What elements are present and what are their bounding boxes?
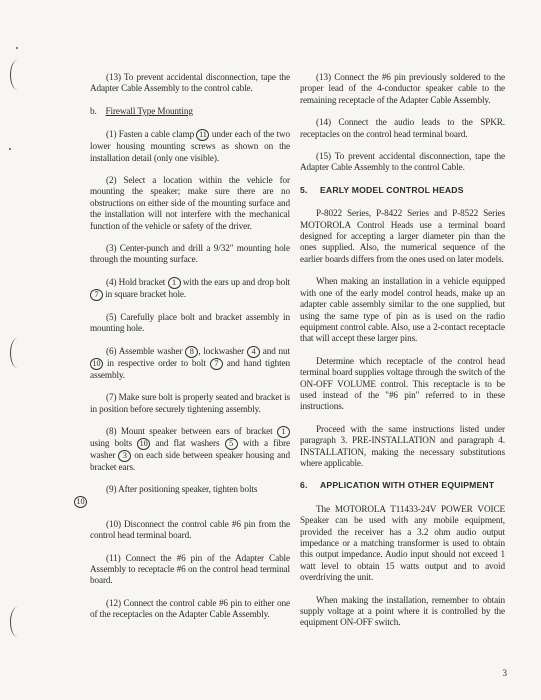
step-4: [90, 277, 290, 301]
section-5-heading: [300, 185, 505, 196]
page-number: 3: [502, 668, 507, 678]
step-5: (5) Carefully place bolt and bracket assembly in mounting hole.: [90, 311, 290, 334]
step-15: (15) To prevent accidental disconnection, tape the Adapter Cable Assembly to the control Cable.: [300, 151, 505, 173]
section-5-para-3: Determine which receptacle of the control head terminal board supplies voltage through the switch of the ON-OFF VOLUME control. This receptacle is to be used instead of the "#6 pin" referred to in these instructions.: [300, 355, 505, 412]
section-title: EARLY MODEL CONTROL HEADS: [320, 184, 464, 195]
callout-number: 3: [118, 450, 131, 462]
step-12: (12) Connect the control cable #6 pin to either one of the receptacles on the Adapter Cable Assembly.: [90, 597, 290, 620]
section-number: 6.: [300, 480, 308, 491]
subsection-b-heading: [90, 106, 290, 117]
text-run: (6) Assemble washer: [106, 345, 183, 356]
binder-mark-middle: [10, 338, 25, 368]
binder-mark-bottom: [10, 607, 25, 637]
text-run: in square bracket hole.: [105, 288, 187, 299]
text-run: and hand tighten assembly.: [90, 357, 290, 380]
callout-number: 10: [90, 358, 103, 370]
callout-number: 1: [277, 426, 290, 438]
section-6-para-2: When making the installation, remember to obtain supply voltage at a point where it is controlled by the equipment ON-OFF switch.: [300, 594, 505, 628]
text-run: (4) Hold bracket: [106, 276, 166, 287]
step-6: [90, 346, 290, 381]
text-run: in respective order to bolt: [106, 357, 206, 368]
step-14: (14) Connect the audio leads to the SPKR. receptacles on the control head terminal board.: [300, 117, 505, 139]
subsection-letter: b.: [90, 105, 97, 116]
speck-mark: [16, 47, 18, 49]
step-2: (2) Select a location within the vehicle for mounting the speaker; make sure there are no obstructions on either side of the mounting surface and the installation will not interfere with the mechanical function of the vehicle or safety of the driver.: [90, 175, 290, 231]
step-8: [90, 426, 290, 473]
step-13-right: (13) Connect the #6 pin previously soldered to the proper lead of the 4-conductor speaker cable to the remaining receptacle of the Adapter Cable Assembly.: [300, 72, 505, 105]
speck-mark: [9, 148, 11, 150]
step-7: (7) Make sure bolt is properly seated and bracket is in position before securely tightening assembly.: [90, 392, 290, 414]
callout-number: 7: [210, 358, 223, 370]
callout-number: 5: [225, 438, 238, 450]
callout-number: 8: [185, 346, 198, 358]
text-run: under each of the two lower housing mounting screws as shown on the installation detail (only one visible).: [90, 129, 290, 163]
step-11: (11) Connect the #6 pin of the Adapter Cable Assembly to receptacle #6 on the control head terminal board.: [90, 552, 290, 586]
section-5-para-2: When making an installation in a vehicle equipped with one of the early model control heads, make up an adapter cable assembly similar to the one supplied, but using the same type of pin as is used on the radio equipment control cable. Also, use a 2-contact receptacle that will accept these larger pins.: [300, 276, 505, 344]
section-5-para-1: P-8022 Series, P-8422 Series and P-8522 Series MOTOROLA Control Heads use a terminal board designed for accepting a larger diameter pin than the ones supplied. Also, the numerical sequence of the earlier boards differs from the ones used on later models.: [300, 208, 505, 264]
step-9: [76, 484, 290, 507]
text-run: and flat washers: [155, 438, 220, 449]
text-run: on each side between speaker housing and bracket ears.: [90, 450, 290, 472]
left-column: [76, 72, 291, 632]
step-10: (10) Disconnect the control cable #6 pin from the control head terminal board.: [90, 518, 290, 541]
section-title: APPLICATION WITH OTHER EQUIPMENT: [320, 480, 495, 491]
callout-number: 10: [137, 438, 150, 450]
right-column: [300, 72, 505, 640]
step-1: [90, 129, 290, 164]
section-6-para-1: The MOTOROLA T11433-24V POWER VOICE Speaker can be used with any mobile equipment, provided the receiver has a 3.2 ohm audio output impedance or a matching transformer is used to obtain this output impedance. Audio input should not exceed 1 watt level to obtain 15 watts output and to avoid overdriving the unit.: [300, 503, 505, 583]
text-run: (1) Fasten a cable clamp: [106, 129, 195, 140]
text-run: with a fibre washer: [90, 438, 291, 461]
section-number: 5.: [300, 184, 308, 195]
section-5-para-4: Proceed with the same instructions listed under paragraph 3. PRE-INSTALLATION and paragraph 4. INSTALLATION, making the necessary substitutions where applicable.: [300, 423, 505, 468]
subsection-title: Firewall Type Mounting: [105, 105, 193, 116]
section-6-heading: [300, 480, 505, 491]
binder-mark-top: [10, 60, 25, 90]
callout-number: 4: [247, 346, 260, 358]
step-3: (3) Center-punch and drill a 9/32" mounting hole through the mounting surface.: [90, 243, 290, 265]
text-run: (8) Mount speaker between ears of bracket: [106, 426, 273, 437]
text-run: with the ears up and drop bolt: [182, 276, 290, 287]
text-run: (9) After positioning speaker, tighten bolts: [106, 484, 258, 495]
callout-number: 10: [74, 496, 87, 508]
step-13-left: (13) To prevent accidental disconnection, tape the Adapter Cable Assembly to the control cable.: [90, 72, 290, 94]
callout-number: 7: [90, 289, 103, 301]
text-run: , lockwasher: [198, 345, 245, 356]
text-run: and nut: [262, 345, 290, 356]
callout-number: 11: [196, 129, 209, 141]
text-run: using bolts: [90, 438, 132, 449]
callout-number: 1: [168, 277, 181, 289]
